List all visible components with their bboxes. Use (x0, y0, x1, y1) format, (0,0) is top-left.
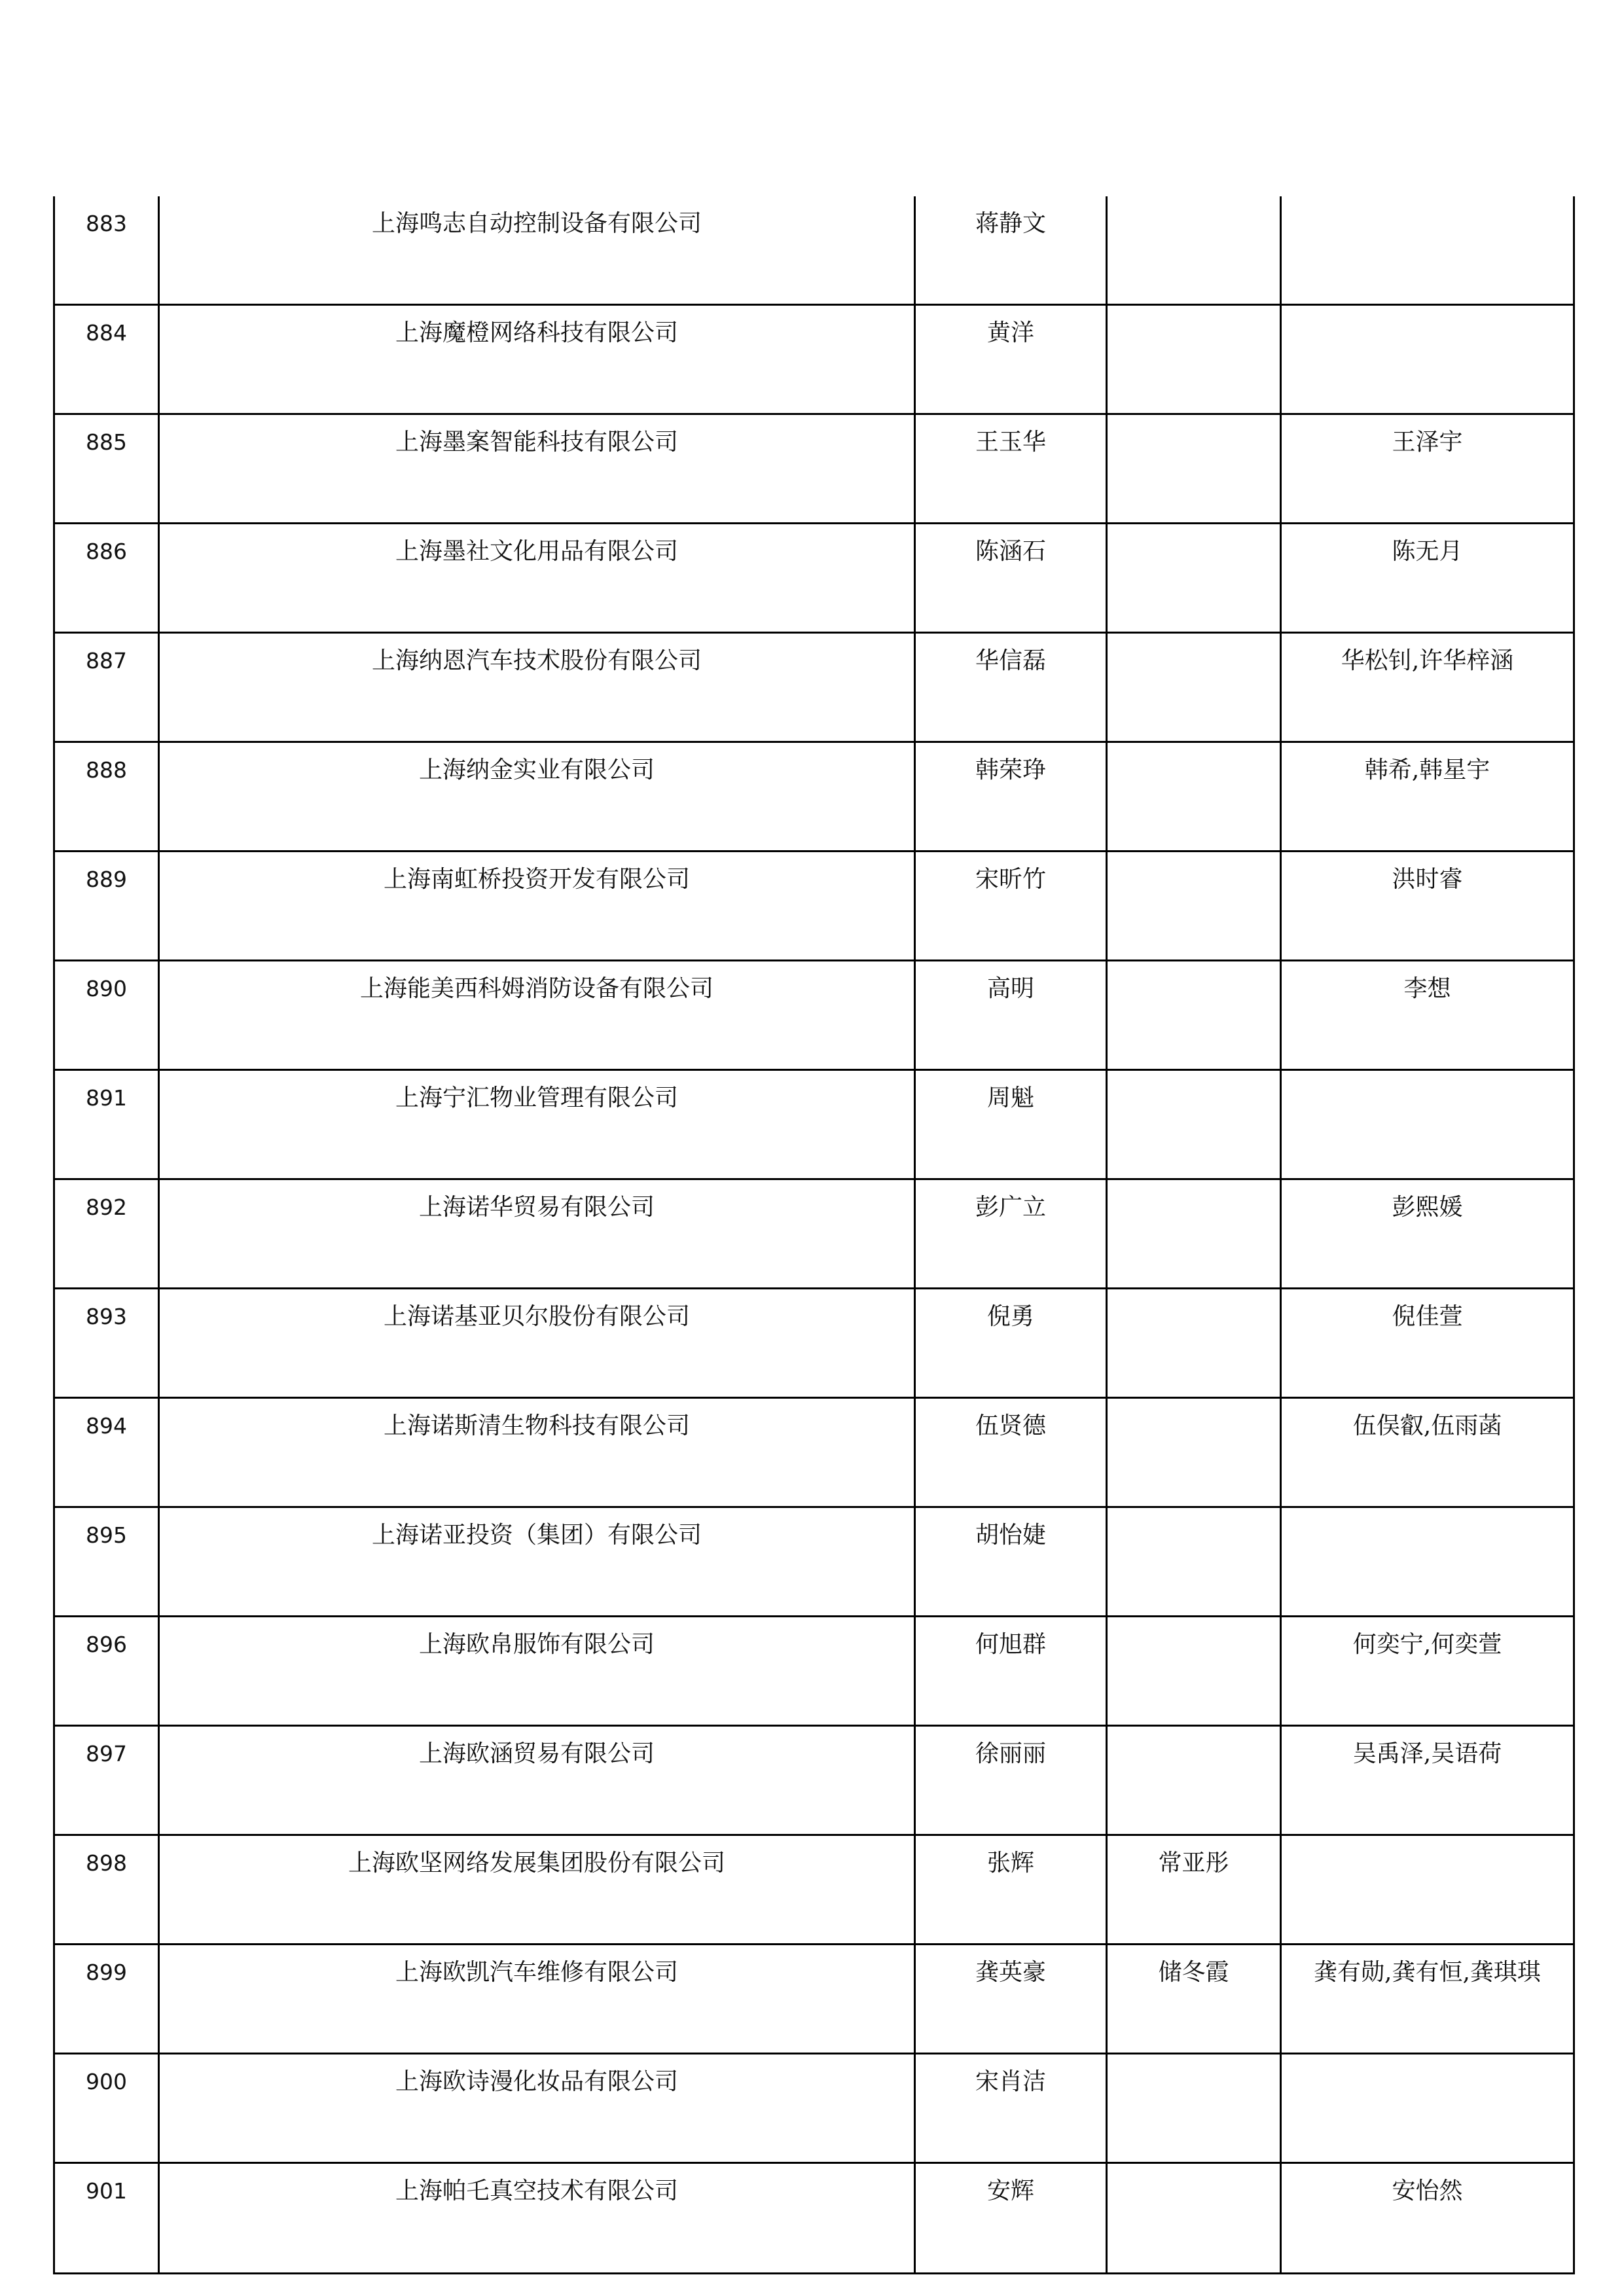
row-number: 897 (54, 1726, 159, 1835)
family-members: 李想 (1281, 961, 1574, 1070)
secondary-person (1107, 633, 1281, 742)
table-row (54, 196, 1574, 305)
company-name: 上海鸣志自动控制设备有限公司 (159, 196, 915, 305)
person-name: 高明 (915, 961, 1107, 1070)
family-members: 何奕宁,何奕萱 (1281, 1617, 1574, 1726)
row-number: 901 (54, 2163, 159, 2274)
table-row (54, 2163, 1574, 2274)
table-row (54, 1179, 1574, 1289)
person-name: 韩荣琤 (915, 742, 1107, 852)
row-number: 887 (54, 633, 159, 742)
secondary-person (1107, 524, 1281, 633)
records-table-body (54, 196, 1574, 2274)
person-name: 宋昕竹 (915, 852, 1107, 961)
table-row (54, 1726, 1574, 1835)
person-name: 倪勇 (915, 1289, 1107, 1398)
secondary-person (1107, 414, 1281, 524)
row-number: 892 (54, 1179, 159, 1289)
company-name: 上海欧坚网络发展集团股份有限公司 (159, 1835, 915, 1945)
table-row (54, 1617, 1574, 1726)
table-row (54, 1835, 1574, 1945)
table-row (54, 414, 1574, 524)
person-name: 张辉 (915, 1835, 1107, 1945)
secondary-person (1107, 852, 1281, 961)
person-name: 胡怡婕 (915, 1507, 1107, 1617)
row-number: 900 (54, 2054, 159, 2163)
family-members (1281, 2054, 1574, 2163)
family-members: 伍俣叡,伍雨菡 (1281, 1398, 1574, 1507)
secondary-person (1107, 1070, 1281, 1179)
family-members (1281, 1835, 1574, 1945)
company-name: 上海诺斯清生物科技有限公司 (159, 1398, 915, 1507)
family-members (1281, 196, 1574, 305)
secondary-person: 常亚彤 (1107, 1835, 1281, 1945)
family-members: 彭熙媛 (1281, 1179, 1574, 1289)
secondary-person (1107, 961, 1281, 1070)
secondary-person (1107, 1398, 1281, 1507)
family-members (1281, 305, 1574, 414)
table-row (54, 1398, 1574, 1507)
table-row (54, 1507, 1574, 1617)
row-number: 891 (54, 1070, 159, 1179)
row-number: 889 (54, 852, 159, 961)
family-members: 华松钊,许华梓涵 (1281, 633, 1574, 742)
row-number: 888 (54, 742, 159, 852)
table-row (54, 961, 1574, 1070)
row-number: 895 (54, 1507, 159, 1617)
records-table (53, 196, 1575, 2274)
family-members: 吴禹泽,吴语荷 (1281, 1726, 1574, 1835)
family-members (1281, 1507, 1574, 1617)
company-name: 上海诺亚投资（集团）有限公司 (159, 1507, 915, 1617)
table-row (54, 2054, 1574, 2163)
secondary-person (1107, 1726, 1281, 1835)
person-name: 陈涵石 (915, 524, 1107, 633)
person-name: 王玉华 (915, 414, 1107, 524)
company-name: 上海宁汇物业管理有限公司 (159, 1070, 915, 1179)
company-name: 上海欧帛服饰有限公司 (159, 1617, 915, 1726)
row-number: 893 (54, 1289, 159, 1398)
family-members: 安怡然 (1281, 2163, 1574, 2274)
company-name: 上海魔橙网络科技有限公司 (159, 305, 915, 414)
table-row (54, 524, 1574, 633)
family-members (1281, 1070, 1574, 1179)
company-name: 上海欧诗漫化妆品有限公司 (159, 2054, 915, 2163)
secondary-person (1107, 742, 1281, 852)
secondary-person (1107, 196, 1281, 305)
secondary-person (1107, 1507, 1281, 1617)
family-members: 倪佳萱 (1281, 1289, 1574, 1398)
secondary-person (1107, 305, 1281, 414)
secondary-person (1107, 2054, 1281, 2163)
company-name: 上海纳金实业有限公司 (159, 742, 915, 852)
family-members: 韩希,韩星宇 (1281, 742, 1574, 852)
person-name: 伍贤德 (915, 1398, 1107, 1507)
row-number: 896 (54, 1617, 159, 1726)
row-number: 898 (54, 1835, 159, 1945)
person-name: 周魁 (915, 1070, 1107, 1179)
secondary-person: 储冬霞 (1107, 1945, 1281, 2054)
row-number: 884 (54, 305, 159, 414)
table-row (54, 633, 1574, 742)
secondary-person (1107, 2163, 1281, 2274)
company-name: 上海纳恩汽车技术股份有限公司 (159, 633, 915, 742)
company-name: 上海墨社文化用品有限公司 (159, 524, 915, 633)
person-name: 宋肖洁 (915, 2054, 1107, 2163)
table-row (54, 742, 1574, 852)
company-name: 上海欧凯汽车维修有限公司 (159, 1945, 915, 2054)
company-name: 上海帕乇真空技术有限公司 (159, 2163, 915, 2274)
table-row (54, 852, 1574, 961)
table-row (54, 305, 1574, 414)
company-name: 上海墨案智能科技有限公司 (159, 414, 915, 524)
person-name: 龚英豪 (915, 1945, 1107, 2054)
row-number: 883 (54, 196, 159, 305)
family-members: 龚有勋,龚有恒,龚琪琪 (1281, 1945, 1574, 2054)
company-name: 上海能美西科姆消防设备有限公司 (159, 961, 915, 1070)
person-name: 华信磊 (915, 633, 1107, 742)
person-name: 安辉 (915, 2163, 1107, 2274)
row-number: 885 (54, 414, 159, 524)
family-members: 洪时睿 (1281, 852, 1574, 961)
person-name: 黄洋 (915, 305, 1107, 414)
company-name: 上海诺华贸易有限公司 (159, 1179, 915, 1289)
family-members: 陈无月 (1281, 524, 1574, 633)
table-row (54, 1070, 1574, 1179)
secondary-person (1107, 1289, 1281, 1398)
company-name: 上海诺基亚贝尔股份有限公司 (159, 1289, 915, 1398)
row-number: 890 (54, 961, 159, 1070)
row-number: 899 (54, 1945, 159, 2054)
family-members: 王泽宇 (1281, 414, 1574, 524)
table-row (54, 1289, 1574, 1398)
person-name: 徐丽丽 (915, 1726, 1107, 1835)
company-name: 上海欧涵贸易有限公司 (159, 1726, 915, 1835)
person-name: 何旭群 (915, 1617, 1107, 1726)
secondary-person (1107, 1617, 1281, 1726)
company-name: 上海南虹桥投资开发有限公司 (159, 852, 915, 961)
table-row (54, 1945, 1574, 2054)
secondary-person (1107, 1179, 1281, 1289)
person-name: 蒋静文 (915, 196, 1107, 305)
person-name: 彭广立 (915, 1179, 1107, 1289)
row-number: 886 (54, 524, 159, 633)
row-number: 894 (54, 1398, 159, 1507)
